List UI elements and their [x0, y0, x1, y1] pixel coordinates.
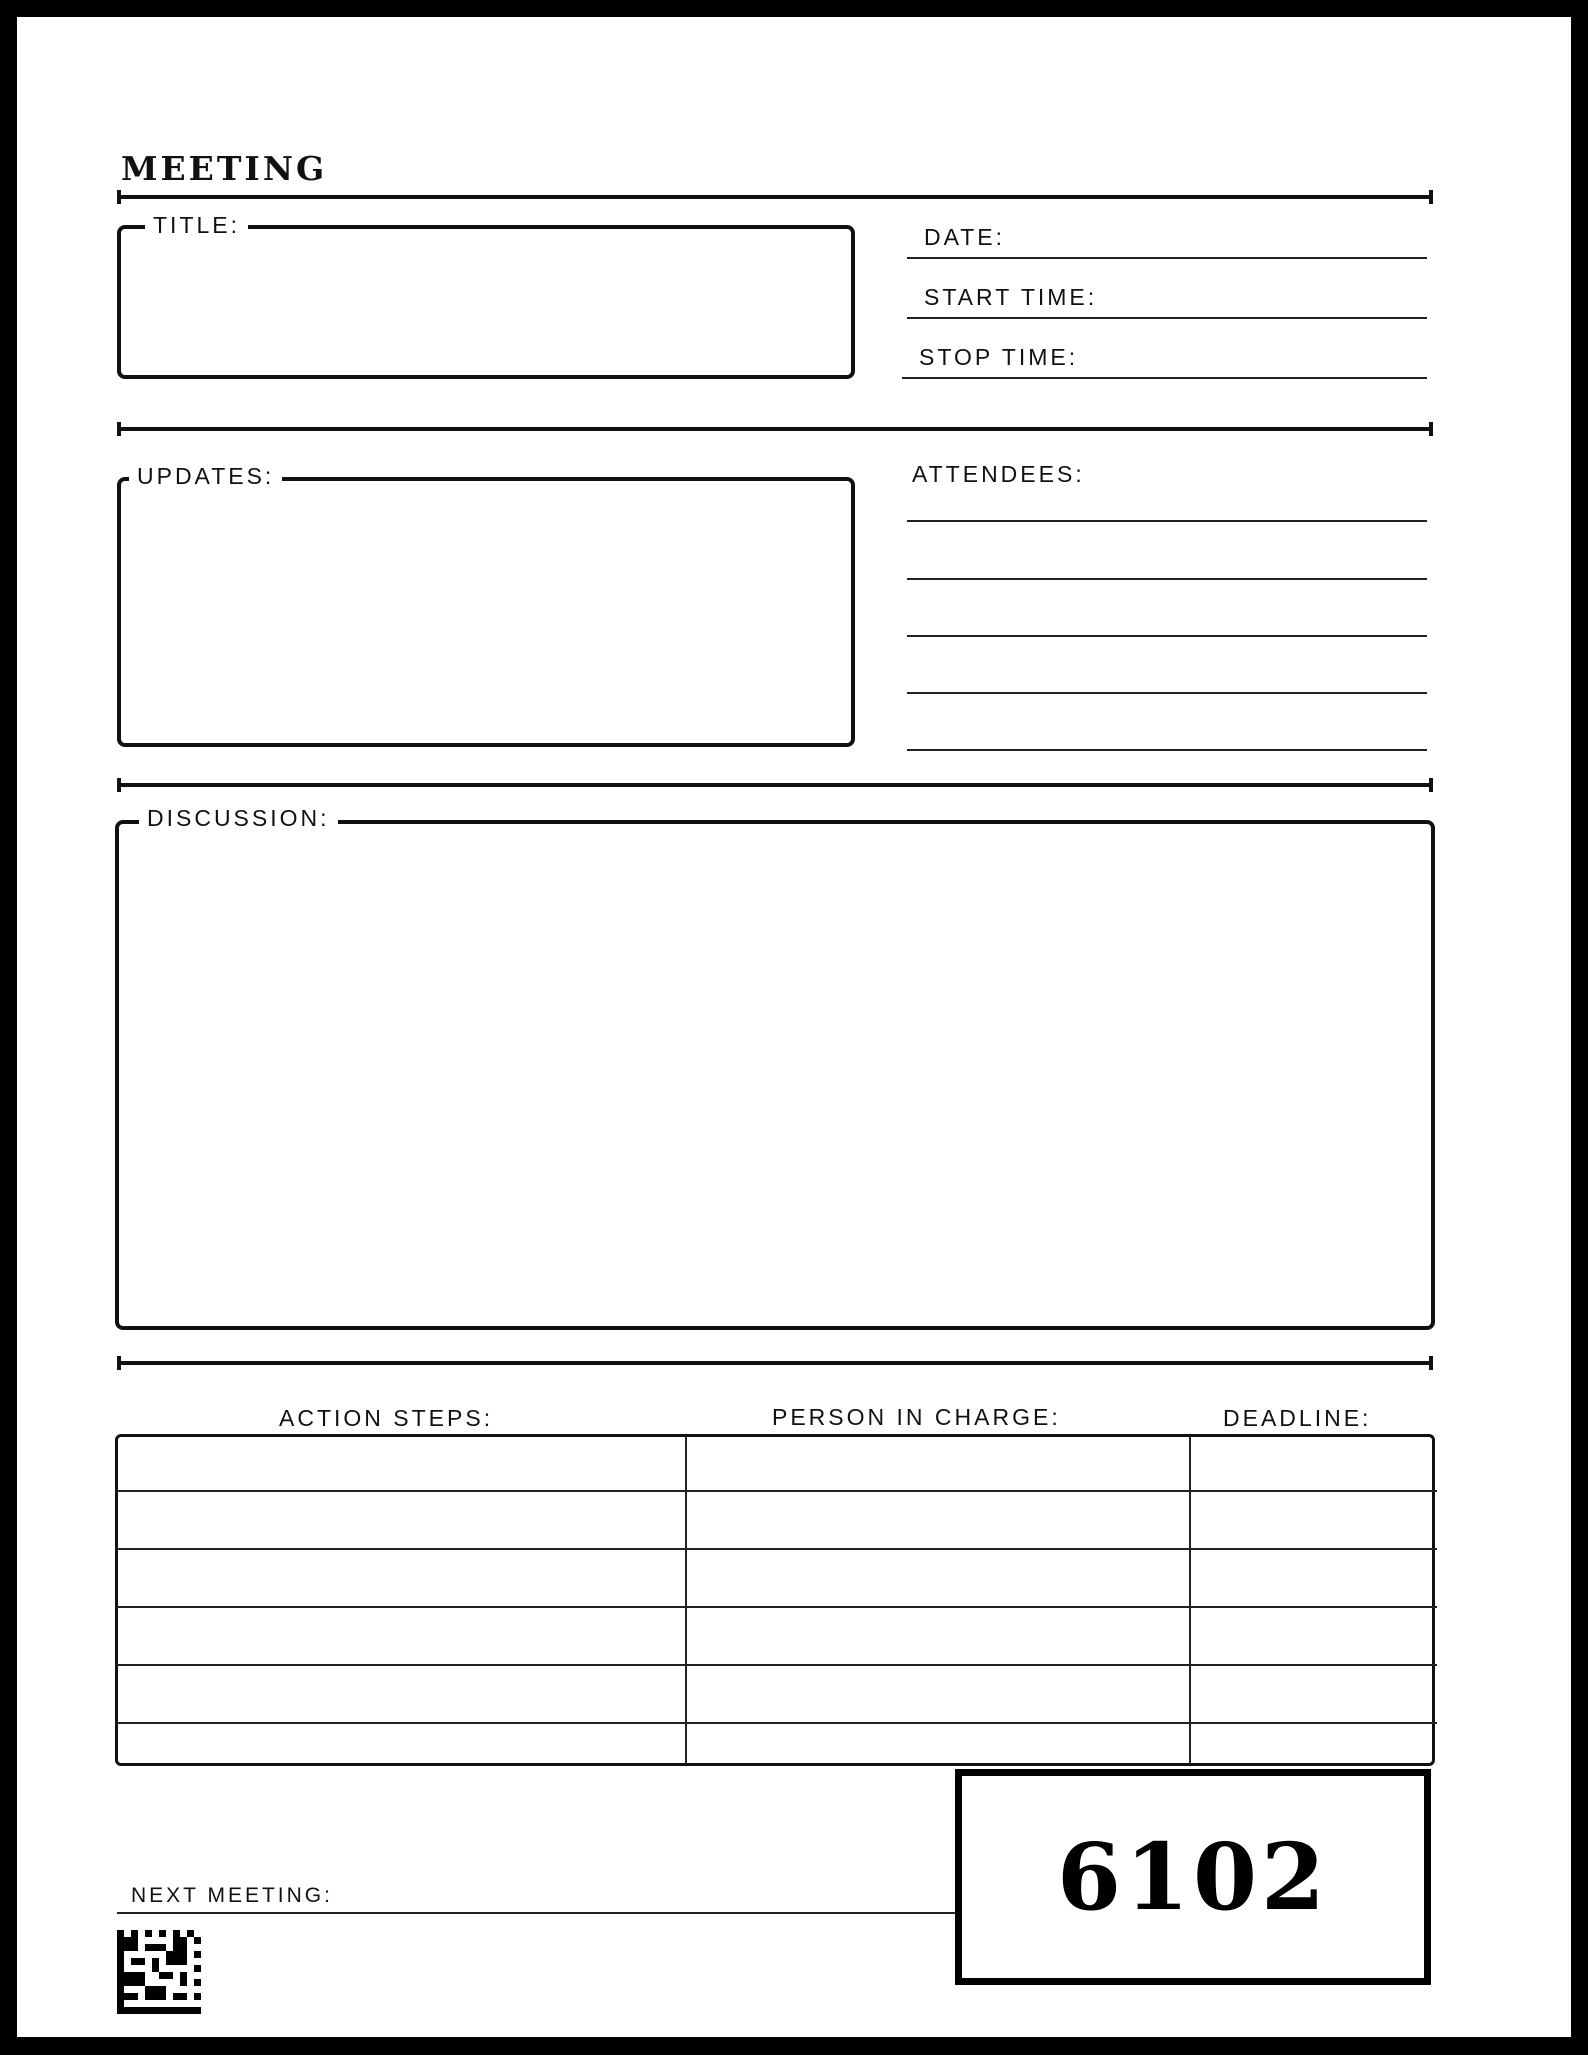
- stop-time-label: STOP TIME:: [919, 344, 1079, 370]
- section-rule-1: [117, 427, 1433, 431]
- header-rule: [117, 195, 1433, 199]
- updates-label: UPDATES:: [129, 462, 282, 490]
- title-box[interactable]: [117, 225, 855, 379]
- discussion-box[interactable]: [115, 820, 1435, 1330]
- table-row-line: [117, 1490, 1437, 1492]
- action-table: [115, 1434, 1435, 1766]
- action-table-divider-1: [685, 1436, 687, 1764]
- page-number: 6102: [1056, 1823, 1330, 1931]
- discussion-label: DISCUSSION:: [139, 804, 338, 832]
- start-time-label: START TIME:: [924, 284, 1098, 310]
- action-table-divider-2: [1189, 1436, 1191, 1764]
- datamatrix-code-icon: [117, 1930, 201, 2014]
- table-row-line: [117, 1548, 1437, 1550]
- updates-box[interactable]: [117, 477, 855, 747]
- attendees-label: ATTENDEES:: [912, 461, 1085, 487]
- attendee-line-4[interactable]: [907, 692, 1427, 694]
- meeting-form-page: [17, 17, 1571, 2037]
- next-meeting-label: NEXT MEETING:: [131, 1882, 333, 1910]
- title-label: TITLE:: [145, 211, 248, 239]
- table-row-line: [117, 1664, 1437, 1666]
- date-field[interactable]: [907, 257, 1427, 259]
- table-row-line: [117, 1722, 1437, 1724]
- section-rule-2: [117, 783, 1433, 787]
- deadline-header: DEADLINE:: [1223, 1405, 1372, 1431]
- person-in-charge-header: PERSON IN CHARGE:: [772, 1404, 1061, 1430]
- attendee-line-5[interactable]: [907, 749, 1427, 751]
- action-steps-header: ACTION STEPS:: [279, 1405, 494, 1431]
- table-row-line: [117, 1606, 1437, 1608]
- section-rule-3: [117, 1361, 1433, 1365]
- attendee-line-2[interactable]: [907, 578, 1427, 580]
- date-label: DATE:: [924, 224, 1006, 250]
- form-heading: MEETING: [121, 149, 328, 188]
- next-meeting-field[interactable]: [117, 1912, 967, 1914]
- start-time-field[interactable]: [907, 317, 1427, 319]
- stop-time-field[interactable]: [902, 377, 1427, 379]
- attendee-line-3[interactable]: [907, 635, 1427, 637]
- page-number-stamp: [955, 1769, 1431, 1985]
- attendee-line-1[interactable]: [907, 520, 1427, 522]
